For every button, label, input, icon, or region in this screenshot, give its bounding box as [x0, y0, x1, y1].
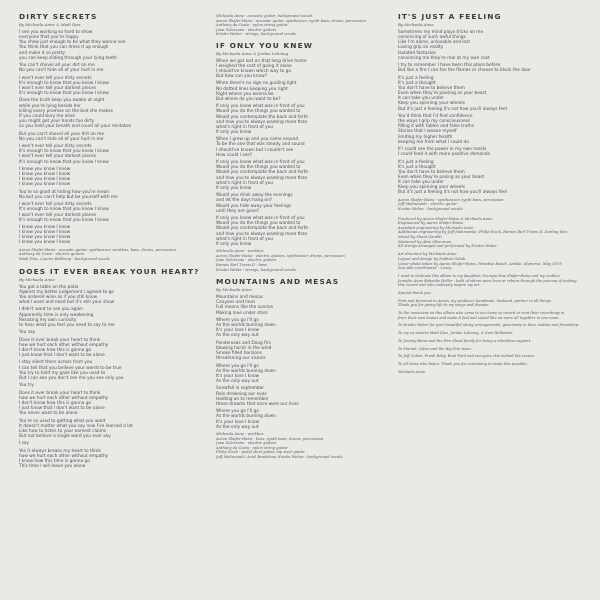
- lyric-line: You show just enough to be what they wanna see: [19, 40, 126, 46]
- thanks-paragraph: [398, 311, 584, 320]
- thanks-paragraph: [398, 299, 584, 308]
- production-line: Assistant engineering by Michaela Anne: [398, 225, 474, 230]
- lyric-line: When we got lost on that long drive home: [216, 58, 307, 64]
- lyric-stanza: [19, 144, 197, 165]
- lyric-line: You think that you can dress it up enough: [19, 45, 109, 51]
- thanks-paragraph: [398, 291, 584, 296]
- lyric-line: I see you working so hard to show: [19, 30, 93, 35]
- lyric-line: It's enough to know that you know I know: [19, 91, 109, 97]
- song-title: MOUNTAINS AND MESAS: [216, 277, 340, 287]
- lyric-line: I know you know I know: [19, 240, 71, 246]
- lyric-line: It's enough to know that you know I know: [19, 149, 109, 155]
- lyric-stanza: [216, 160, 386, 191]
- song-byline: By Michaela Anne: [19, 276, 55, 282]
- credit-line: Michaela Anne - acoustic guitar, background vocals: [216, 14, 313, 18]
- production-line: Additional engineering by Jeff Malinowski, Philip Sizek, Barnes Earl Travis II, Darling Wes: [398, 230, 568, 235]
- song-byline: By Michaela Anne: [398, 22, 434, 27]
- thanks-line: this record and who endlessly inspire my art.: [398, 283, 481, 288]
- credit-line: Juan Solorzano - electric guitars: [216, 258, 277, 263]
- lyric-line: I won't ever tell your dirty secrets: [19, 202, 92, 208]
- lyric-line: If you could bury me alive: [19, 113, 75, 119]
- lyric-stanza: [19, 360, 197, 381]
- lyric-line: You don't have to believe them: [398, 169, 465, 175]
- lyric-line: Does it ever break your heart to think: [19, 390, 101, 396]
- lyric-line: I can tell that you believe your words to be true: [19, 365, 122, 371]
- lyric-stanza: [19, 76, 197, 97]
- lyric-line: As the worlds burning down: [216, 414, 276, 420]
- lyric-stanza: [216, 364, 386, 385]
- lyric-line: the ways I grip my consciousness: [398, 119, 471, 125]
- lyric-stanza: [19, 30, 197, 61]
- lyric-line: It's your love I know: [216, 373, 260, 379]
- credit-line: Aaron Shafer-Haiss - synthesizer, synth bass, percussion: [398, 197, 504, 202]
- lyric-line: what's right in front of you: [216, 124, 274, 130]
- lyric-line: Would you contemplate the back and forth: [216, 114, 309, 120]
- lyric-line: what's right in front of you: [216, 236, 274, 242]
- lyric-line: How could I see?: [216, 152, 253, 158]
- lyric-line: and how you're always wanting more than: [216, 231, 308, 237]
- lyric-line: I should've known which way to go: [216, 68, 292, 74]
- lyric-line: But how can you know?: [216, 74, 267, 80]
- lyric-line: I won't ever tell your darkest pieces: [19, 154, 97, 160]
- lyric-line: It can take you under: [398, 180, 444, 186]
- lyric-line: convincing of such awful things: [398, 35, 466, 41]
- lyric-line: This time I will leave you alone: [19, 464, 86, 470]
- lyric-line: convincing me they're real at my own cost: [398, 55, 490, 61]
- lyric-line: Losing grip on reality: [398, 45, 444, 51]
- lyric-line: how we hurt each other without empathy: [19, 342, 109, 348]
- thanks-line: Michaela Anne: [398, 369, 426, 374]
- lyric-line: No you can't hide all of your hurt in me: [19, 136, 104, 142]
- lyric-stanza: [19, 449, 197, 470]
- lyric-line: As the worlds burning down: [216, 368, 276, 374]
- column-middle: [216, 12, 386, 465]
- credits-block: [216, 432, 386, 460]
- lyric-stanza: [216, 295, 386, 316]
- lyric-line: Stories that I weave myself: [398, 129, 457, 135]
- production-credits: [398, 217, 584, 271]
- lyric-stanza: [216, 104, 386, 135]
- lyric-line: You try to hold my gaze like you used to: [19, 370, 106, 376]
- lyric-line: As the worlds burning down: [216, 323, 276, 329]
- lyric-line: Does it ever break your heart to think: [19, 337, 101, 343]
- lyric-line: To be the one that was steady and sound: [216, 142, 305, 148]
- lyric-line: You can't shovel all your dirt on me: [19, 63, 95, 69]
- lyric-line: You ordered wine as if you still know: [19, 294, 98, 300]
- lyric-line: Where you go I'll go: [216, 317, 259, 323]
- production-line: Engineered by Aaron Shafer-Haiss: [398, 221, 463, 226]
- lyric-line: You say: [19, 330, 36, 336]
- lyric-line: to hear what you feel you need to say to me: [19, 322, 115, 328]
- lyric-line: and let the days hang on?: [216, 198, 273, 204]
- lyric-stanza: [216, 216, 386, 247]
- lyric-line: how we hurt each other without empathy: [19, 453, 109, 459]
- lyric-line: I stay silent there across from you: [19, 360, 93, 366]
- lyric-line: I won't ever tell your dirty secrets: [19, 144, 92, 150]
- lyric-line: Resisting my own curiosity: [19, 317, 77, 323]
- song-byline: By Michaela Anne: [216, 287, 252, 293]
- lyric-line: Snowfall in september: [216, 386, 265, 392]
- lyric-line: No but you can't help but be yourself with me: [19, 194, 118, 200]
- credit-line: Aaron Shafer-Haiss - bass, synth bass, drums, percussion: [216, 436, 324, 441]
- lyric-line: I just know that I don't want to be alone: [19, 406, 105, 411]
- song-title: IT'S JUST A FEELING: [398, 12, 502, 21]
- lyric-line: I know you know I know: [19, 182, 71, 188]
- production-line: All strings arranged and performed by Kristin Weber: [398, 244, 498, 249]
- lyric-stanza: [19, 132, 197, 142]
- lyric-line: everyone that you're happy: [19, 35, 79, 41]
- lyric-line: I weighed the cost of going it alone: [216, 63, 292, 69]
- lyric-line: I don't know how this is gonna go: [19, 400, 92, 406]
- lyric-line: But like a fire I can fan the flames or choose to block the door: [398, 68, 531, 74]
- lyric-stanza: [19, 285, 197, 306]
- production-group: [398, 217, 584, 249]
- lyric-line: If only you knew: [216, 129, 252, 135]
- credits-group: [216, 14, 386, 37]
- lyric-stanza: [216, 137, 386, 158]
- song-block: [398, 12, 584, 212]
- lyric-line: It's just a thought: [398, 80, 436, 86]
- lyric-line: But it's just a feeling it's not how you'll always feel: [398, 190, 507, 196]
- credit-line: Madi Diaz, Lauren Balthrop - background vocals: [19, 257, 110, 261]
- lyric-line: Mountains and mesas: [216, 295, 264, 301]
- lyric-line: Making love under stars: [216, 310, 268, 316]
- lyric-line: I know you know I know: [19, 235, 71, 241]
- thanks-paragraph: [398, 274, 584, 288]
- lyric-line: You never want to be alone: [19, 411, 78, 417]
- thanks-line: First and foremost to Aaron, my producer, bandmate, husband, partner in all things.: [398, 298, 553, 303]
- lyric-line: As the only way out: [216, 424, 259, 430]
- thanks-line: To Jeff Cohen, Frank Riley, Brad Ford and everyone else behind the scenes.: [398, 354, 536, 359]
- thanks-line: To Mariah, Glenn and the Big Fire team.: [398, 346, 472, 351]
- lyric-line: Sometimes my mind plays tricks on me: [398, 30, 484, 35]
- lyric-line: how we hurt each other without empathy: [19, 395, 109, 401]
- lyric-line: It's enough to know that you know I know: [19, 80, 109, 86]
- credits-group: [19, 248, 197, 262]
- lyric-line: Against my better judgement I agreed to go: [19, 289, 114, 295]
- lyric-line: You try: [19, 383, 34, 389]
- lyric-line: But I can see you don't see me you see only you: [19, 375, 124, 381]
- lyric-stanza: [216, 81, 386, 102]
- thanks-paragraph: [398, 347, 584, 352]
- lyric-line: It's enough to know that you know I know: [19, 217, 109, 223]
- thanks-line: Jennifer Anne Bohanke Heller - both of whom were born or reborn through the process of making: [398, 278, 577, 283]
- production-line: Cover photo taken by Aaron Shafer-Haiss, Paradise Beach, Ardale, Menorca, May 2019: [398, 261, 562, 266]
- song-byline: By Michaela Anne & Jordan Lehning: [216, 50, 289, 56]
- credits-block: [216, 14, 386, 37]
- lyric-line: Would you do the things you wanted to: [216, 165, 301, 171]
- lyric-stanza: [19, 391, 197, 417]
- lyric-line: Like I'm alone, unlovable and lost: [398, 40, 471, 46]
- lyric-stanza: [398, 30, 584, 61]
- lyric-line: threatening our visions: [216, 356, 266, 362]
- lyric-stanza: [19, 307, 197, 328]
- lyric-line: I should've known but I couldn't see: [216, 147, 294, 153]
- thanks-line: from their own homes and made it feel and sound like we were all together in one room.: [398, 315, 560, 320]
- lyric-line: I say: [19, 441, 30, 447]
- song-title: DOES IT EVER BREAK YOUR HEART?: [19, 266, 200, 276]
- lyric-line: It's just a thought: [398, 164, 436, 170]
- credit-line: Anthony da Costa - nylon string guitar: [216, 445, 288, 450]
- thanks-line: To my co-writers Madi Diaz, Jordan Lehning, & Sam Hollander: [398, 331, 513, 336]
- lyric-line: Where you go I'll go: [216, 409, 259, 415]
- lyric-line: As the only way out: [216, 379, 259, 385]
- thanks-line: Special thank you:: [398, 291, 432, 296]
- lyric-line: When there's no sign no guiding light: [216, 81, 297, 87]
- lyric-line: I know you know I know: [19, 230, 71, 236]
- credit-line: Jeff Malinowski, Ariel Bradshaw, Kristin Weber - background vocals: [216, 455, 343, 459]
- lyric-line: If only you knew what was in front of you: [216, 160, 305, 166]
- thanks-paragraph: [398, 354, 584, 359]
- lyric-line: I know you know I know: [19, 166, 71, 172]
- lyric-line: Smoke filled horizons: [216, 351, 262, 357]
- lyric-stanza: [19, 190, 197, 200]
- lyric-line: Would you hide away your feelings: [216, 203, 292, 209]
- credits-block: [398, 198, 584, 212]
- lyric-line: and how you're always wanting more than: [216, 119, 308, 125]
- lyric-line: and how you're always wanting more than: [216, 175, 308, 181]
- credit-line: Michaela Anne - workbox: [216, 432, 264, 437]
- song-block: [19, 12, 197, 262]
- thanks-line: Thank you for giving life to my songs and dreams.: [398, 303, 490, 308]
- lyric-line: I know how this time is gonna go: [19, 458, 90, 464]
- lyric-stanza: [398, 160, 584, 196]
- lyric-stanza: [216, 341, 386, 362]
- lyric-stanza: [216, 386, 386, 407]
- lyric-line: Rain drowning our eyes: [216, 391, 267, 397]
- lyric-line: As the only way out: [216, 333, 259, 339]
- lyric-line: It doesn't matter what you say now I've learned a lot: [19, 423, 133, 429]
- production-line: Layout and design by Nathan Golub: [398, 256, 466, 261]
- credit-line: Jeff Malinowski - electric guitar: [398, 202, 458, 207]
- lyric-line: Even when they're passing as your beast: [398, 91, 487, 97]
- lyric-line: I know you know I know: [19, 172, 71, 178]
- credit-line: Kristin Weber - strings, background vocals: [216, 267, 296, 272]
- lyric-line: I don't know how this is gonna go: [19, 347, 92, 353]
- lyric-line: Would you drink away the evenings: [216, 193, 293, 199]
- lyric-line: If only you knew what was in front of you: [216, 216, 305, 222]
- lyric-line: You don't have to believe them: [398, 85, 465, 91]
- lyric-stanza: [19, 330, 197, 335]
- lyric-line: No you can't hide all of your hurt in me: [19, 68, 104, 74]
- lyric-line: It's your love I know: [216, 328, 260, 334]
- lyric-line: Canyons and lines: [216, 300, 256, 306]
- lyric-line: It's just a feeling: [398, 75, 434, 81]
- lyric-line: Like how to listen to your earnest claims: [19, 428, 107, 434]
- song-title: DIRTY SECRETS: [19, 12, 98, 21]
- column-left: [19, 12, 200, 474]
- lyric-line: these dreams that once were our lives: [216, 401, 299, 407]
- lyric-line: Isolated fantasies: [398, 50, 436, 56]
- lyric-line: I know you know I know: [19, 177, 71, 183]
- thanks-paragraph: [398, 370, 584, 375]
- credit-line: Anthony da Costa - electric guitars: [19, 252, 85, 257]
- lyric-line: while you're lying beside her: [19, 103, 81, 109]
- lyric-line: Would you contemplate the back and forth: [216, 170, 309, 176]
- lyric-line: Apparently time is only weakening: [19, 312, 94, 318]
- lyric-line: If only you knew what was in front of you: [216, 104, 305, 110]
- lyric-stanza: [216, 59, 386, 80]
- lyric-line: If only you knew: [216, 185, 252, 191]
- lyric-line: until they are gone?: [216, 208, 260, 214]
- thanks-paragraph: [398, 323, 584, 328]
- credit-line: Aaron Shafer-Haiss - acoustic guitar, synthesizer, workbox, bass, drums, percussion: [19, 247, 176, 252]
- credit-line: Barnes Earl Travis II - bass: [216, 262, 267, 267]
- lyric-line: Would you do the things you wanted to: [216, 109, 301, 115]
- lyric-line: You got a table on the patio: [19, 284, 79, 290]
- credits-block: [216, 249, 386, 272]
- production-line: Mixed by Shani Gandhi: [398, 234, 442, 239]
- lyric-line: You're so good at hiding how you're mean: [19, 189, 110, 195]
- credit-line: Anthony da Costa - nylon string guitar: [216, 23, 288, 28]
- thanks-line: I want to dedicate this album to my daughter, Georgia Mae Shafer-Haiss and my mother,: [398, 274, 561, 279]
- lyric-line: You'd think that I'd find confidence: [398, 113, 473, 119]
- lyric-line: what's right in front of you: [216, 180, 274, 186]
- lyric-line: You're so used to getting what you want: [19, 418, 106, 424]
- lyric-line: If only you knew: [216, 241, 252, 247]
- lyric-line: Right where you wanna be: [216, 91, 274, 97]
- credits-group: [216, 249, 386, 272]
- lyric-line: Yes it always breaks my heart to think: [19, 448, 101, 454]
- song-title: IF ONLY YOU KNEW: [216, 40, 313, 50]
- credit-line: Juan Solorzano - electric guitars: [216, 441, 277, 446]
- lyric-line: Does the truth keep you awake at night: [19, 98, 105, 104]
- thanks-line: To Kristin Weber for your beautiful string arrangements, generosity in time, talents and friendship.: [398, 323, 580, 328]
- lyric-stanza: [19, 202, 197, 223]
- lyric-stanza: [216, 318, 386, 339]
- credit-line: Philip Sizek - pedal steel guitar, lap steel guitar: [216, 450, 305, 455]
- thanks-paragraph: [398, 339, 584, 344]
- lyric-line: It's your love I know: [216, 419, 260, 425]
- lyric-line: keeping me from what I could do: [398, 139, 469, 145]
- lyric-line: I could feed it with more positive demands: [398, 152, 490, 158]
- lyric-stanza: [398, 76, 584, 112]
- lyric-stanza: [19, 63, 197, 73]
- lyric-stanza: [19, 98, 197, 129]
- lyric-line: I try to remember I have been this place before: [398, 63, 501, 69]
- credits-group: [398, 198, 584, 212]
- thanks-line: To all those who listen. Thank you for continuing to make this possible.: [398, 362, 528, 367]
- lyric-stanza: [19, 419, 197, 440]
- lyric-line: and make it so pretty: [19, 50, 66, 56]
- lyric-stanza: [19, 225, 197, 246]
- lyric-stanza: [19, 338, 197, 359]
- production-line: Zea side coordinator - Lovey: [398, 266, 452, 271]
- thanks-line: To the musicians on this album who came to our home to record or sent their recordings in: [398, 311, 565, 316]
- lyric-line: Where you go I'll go: [216, 363, 259, 369]
- production-group: [398, 252, 584, 270]
- song-block: [216, 41, 386, 273]
- credits-group: [216, 432, 386, 460]
- lyric-line: killing every promise on the bed she makes: [19, 108, 113, 114]
- lyric-line: I won't ever tell your darkest pieces: [19, 85, 97, 91]
- lyric-line: Would you contemplate the back and forth: [216, 226, 309, 232]
- credit-line: Kristin Weber - strings, background vocals: [216, 32, 296, 37]
- lyric-line: Keep you spinning your wheels: [398, 185, 465, 191]
- lyric-line: It's just a feeling: [398, 159, 434, 165]
- lyric-line: I know you know I know: [19, 225, 71, 230]
- lyric-line: Ponderosas and Doug firs: [216, 340, 271, 346]
- lyric-line: When I grew up and you came around: [216, 137, 299, 143]
- lyric-line: what I want and need but it's still your show: [19, 300, 115, 306]
- song-block: [19, 266, 200, 470]
- lyric-line: I didn't want to see you again: [19, 307, 83, 313]
- lyric-stanza: [398, 114, 584, 145]
- lyric-line: No dotted lines keeping you right: [216, 86, 288, 92]
- lyric-stanza: [216, 193, 386, 214]
- lyric-line: you might get your hands too dirty: [19, 119, 95, 125]
- lyric-line: It's enough to know that you know I know: [19, 207, 109, 213]
- thanks-line: To Jeremy Binns and the Fire Shoal family for being a relentless support.: [398, 338, 532, 343]
- credit-line: Kristin Weber - background vocals: [398, 207, 463, 211]
- production-line: Art direction by Michaela Anne: [398, 252, 457, 257]
- lyric-stanza: [19, 383, 197, 388]
- production-line: Produced by Aaron Shafer-Haiss & Michaela Anne: [398, 216, 493, 221]
- lyric-line: Would you do the things you wanted to: [216, 221, 301, 227]
- lyric-stanza: [19, 441, 197, 446]
- credit-line: Aaron Shafer-Haiss - electric guitars, synthesizer, drums, percussion: [216, 253, 345, 258]
- credit-line: Michaela Anne - workbox: [216, 249, 264, 254]
- lyric-line: Keep you spinning your wheels: [398, 101, 465, 107]
- lyric-line: It's enough to know that you know I know: [19, 159, 109, 165]
- lyric-line: Holding on to remember: [216, 396, 269, 402]
- credit-line: Aaron Shafer-Haiss - acoustic guitar, synthesizer, synth bass, drums, percussion: [216, 18, 366, 23]
- lyric-line: If I could see the power in my own hands: [398, 147, 487, 153]
- production-line: Mastered by Alan Silverman: [398, 239, 452, 244]
- lyric-stanza: [398, 147, 584, 157]
- lyric-line: But it's just a feeling it's not how you'll always feel: [398, 106, 507, 112]
- credits-block: [19, 248, 197, 262]
- lyric-stanza: [216, 409, 386, 430]
- thanks-paragraph: [398, 362, 584, 367]
- lyric-line: limiting my higher health: [398, 134, 453, 140]
- lyric-line: But not believe a single word you ever say: [19, 433, 111, 439]
- lyric-line: so you hold your breath and count all your mistakes: [19, 124, 132, 130]
- lyric-line: But where do you want to be?: [216, 96, 281, 102]
- lyric-line: Even when they're posing as your beast: [398, 175, 485, 180]
- thanks-notes: [398, 274, 584, 374]
- lyric-stanza: [398, 63, 584, 73]
- song-byline: By Michaela Anne & Madi Diaz: [19, 22, 81, 27]
- thanks-paragraph: [398, 331, 584, 336]
- lyric-line: It can take you under: [398, 96, 444, 102]
- song-block: [216, 277, 386, 459]
- lyric-line: you can keep sliding through your lying teeth: [19, 55, 117, 61]
- lyric-line: I won't ever tell your dirty secrets: [19, 75, 92, 81]
- lyric-line: Full moons like the sunrise: [216, 305, 274, 311]
- lyric-line: blowing harsh in the wind: [216, 345, 272, 351]
- lyric-line: filling it with fables and false truths: [398, 124, 475, 130]
- column-right: [398, 12, 584, 378]
- lyric-line: But you can't shovel all your dirt on me: [19, 131, 104, 137]
- credit-line: Juan Solorzano - electric guitars: [216, 27, 277, 32]
- lyric-stanza: [19, 167, 197, 188]
- lyric-line: I won't ever tell your darkest pieces: [19, 212, 97, 218]
- lyric-line: I just know that I don't want to be alone: [19, 353, 105, 359]
